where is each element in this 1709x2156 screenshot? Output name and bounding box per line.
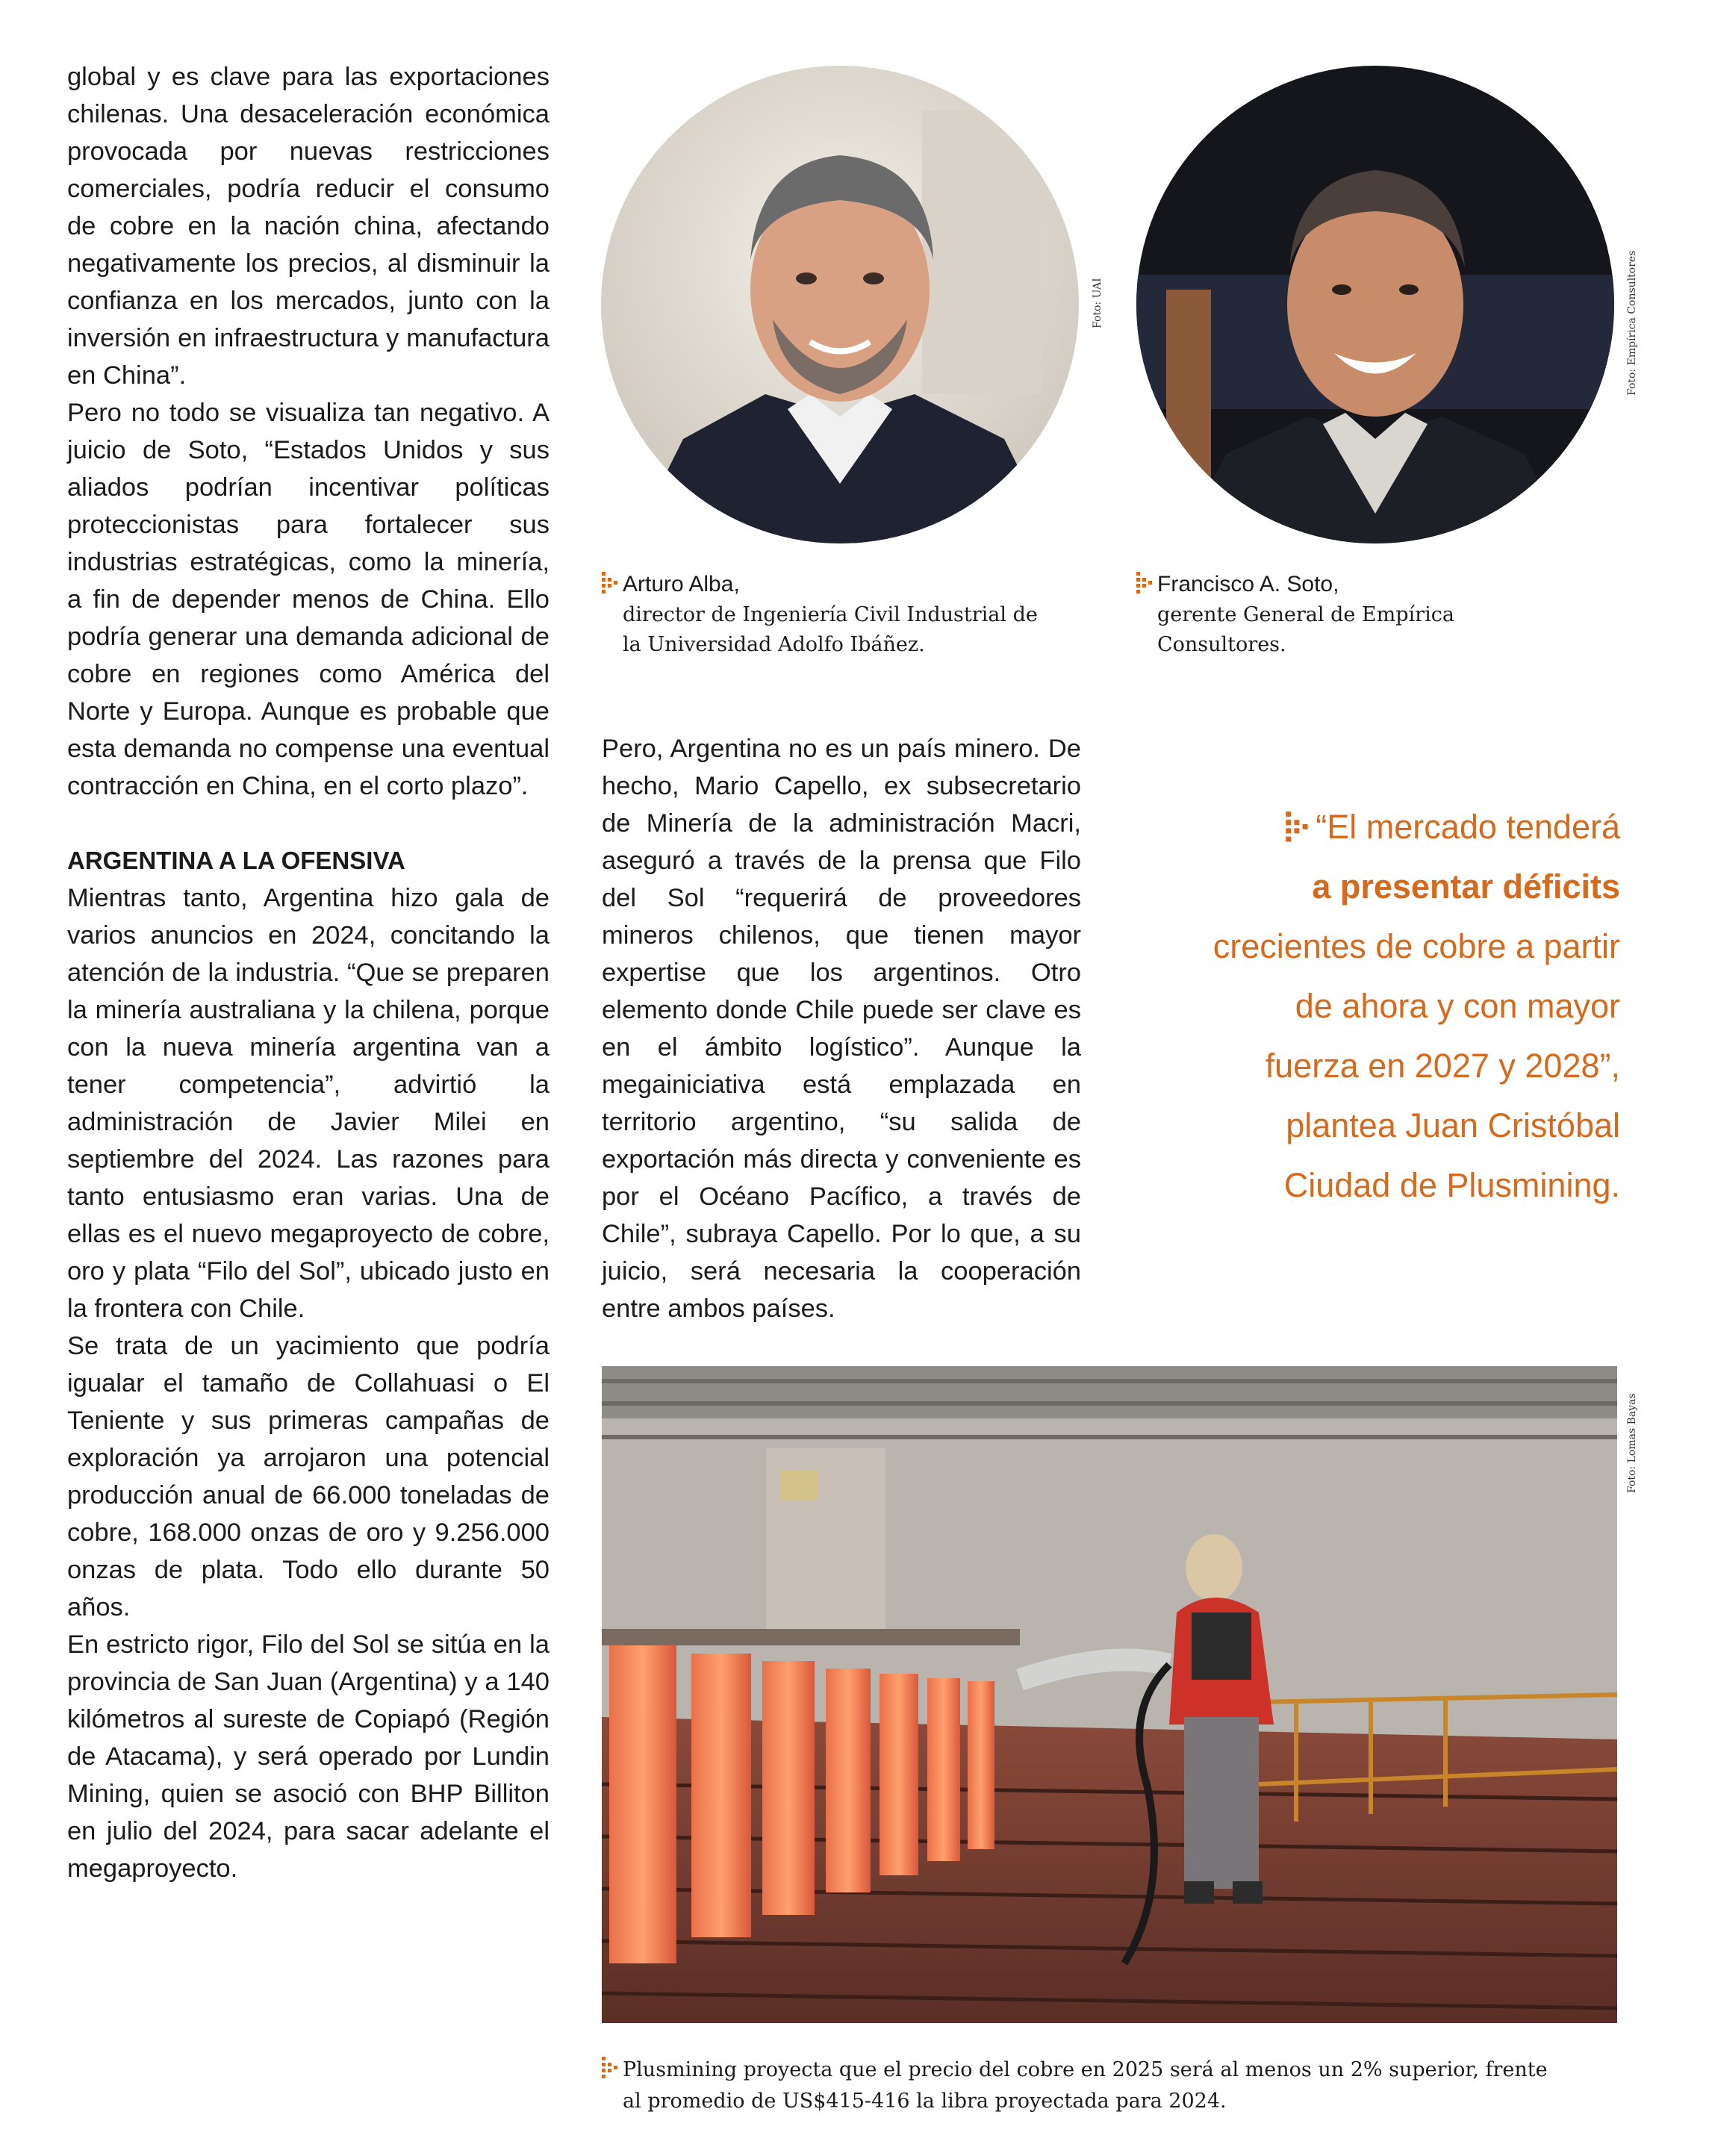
- quote-line-5: fuerza en 2027 y 2028”,: [1265, 1047, 1620, 1085]
- portrait-caption-2: [1136, 569, 1614, 660]
- left-column: [67, 58, 550, 1887]
- photo-credit-1: Foto: UAI: [1092, 278, 1103, 328]
- portrait-name-2: Francisco A. Soto,: [1157, 572, 1339, 596]
- portrait-image-1: [601, 66, 1079, 543]
- photo-credit-2: Foto: Empírica Consultores: [1626, 250, 1638, 396]
- quote-line-4: de ahora y con mayor: [1295, 987, 1620, 1025]
- section-heading: ARGENTINA A LA OFENSIVA: [67, 847, 405, 874]
- portrait-francisco-soto: [1136, 66, 1614, 543]
- photo-caption: [602, 2054, 1625, 2117]
- photo-credit-3: Foto: Lomas Bayas: [1626, 1393, 1638, 1493]
- orange-bullet-icon: [602, 2057, 620, 2079]
- quote-bullet-icon: [1286, 811, 1311, 843]
- orange-bullet-icon: [1136, 572, 1154, 594]
- quote-line-2: a presentar déficits: [1312, 867, 1620, 906]
- quote-line-7: Ciudad de Plusmining.: [1283, 1166, 1620, 1204]
- middle-paragraph-1: Pero, Argentina no es un país minero. De hecho, Mario Capello, ex subsecretario de Minería de la administración Macri, aseguró a través de la prensa que Filo del Sol “requerirá de proveedores mineros chilenos, que tienen mayor expertise que los argentinos. Otro elemento donde Chile puede ser clave es en el ámbito logístico”. Aunque la megainiciativa está emplazada en territorio argentino, “su salida de exportación más directa y conveniente es por el Océano Pacífico, a través de Chile”, subraya Capello. Por lo que, a su juicio, será necesaria la cooperación entre ambos países.: [602, 735, 1081, 1323]
- portrait-image-2: [1136, 66, 1614, 543]
- pull-quote: [1120, 797, 1620, 1215]
- left-paragraph-3: Mientras tanto, Argentina hizo gala de varios anuncios en 2024, concitando la atención de la industria. “Que se preparen la minería australiana y la chilena, porque con la nueva minería argentina van a tener competencia”, advirtió la administración de Javier Milei en septiembre del 2024. Las razones para tanto entusiasmo eran varias. Una de ellas es el nuevo megaproyecto de cobre, oro y plata “Filo del Sol”, ubicado justo en la frontera con Chile.: [67, 884, 550, 1323]
- left-paragraph-1: global y es clave para las exportaciones chilenas. Una desaceleración económica provocada por nuevas restricciones comerciales, podría reducir el consumo de cobre en la nación china, afectando negativamente los precios, al disminuir la confianza en los mercados, junto con la inversión en infraestructura y manufactura en China”.: [67, 63, 550, 390]
- portrait-role-2a: gerente General de Empírica: [1157, 603, 1454, 626]
- left-paragraph-2: Pero no todo se visualiza tan negativo. A juicio de Soto, “Estados Unidos y sus aliados podrían incentivar políticas proteccionistas para fortalecer sus industrias estratégicas, como la minería, a fin de depender menos de China. Ello podría generar una demanda adicional de cobre en regiones como América del Norte y Europa. Aunque es probable que esta demanda no compense una eventual contracción en China, en el corto plazo”.: [67, 399, 550, 800]
- photo-caption-line-1: Plusmining proyecta que el precio del cobre en 2025 será al menos un 2% superior, frente: [623, 2058, 1548, 2081]
- middle-column: [602, 730, 1081, 1327]
- left-paragraph-5: En estricto rigor, Filo del Sol se sitúa en la provincia de San Juan (Argentina) y a 140 kilómetros al sureste de Copiapó (Región de Atacama), y será operado por Lundin Mining, quien se asoció con BHP Billiton en julio del 2024, para sacar adelante el megaproyecto.: [67, 1630, 550, 1883]
- portrait-name-1: Arturo Alba,: [623, 572, 740, 596]
- left-paragraph-4: Se trata de un yacimiento que podría igualar el tamaño de Collahuasi o El Teniente y sus primeras campañas de exploración ya arrojaron una potencial producción anual de 66.000 toneladas de cobre, 168.000 onzas de oro y 9.256.000 onzas de plata. Todo ello durante 50 años.: [67, 1332, 550, 1621]
- copper-refinery-photo: [602, 1366, 1617, 2023]
- portrait-caption-1: [602, 569, 1095, 660]
- portrait-role-1b: la Universidad Adolfo Ibáñez.: [623, 633, 925, 656]
- portrait-role-1a: director de Ingeniería Civil Industrial de: [623, 603, 1038, 626]
- quote-line-3: crecientes de cobre a partir: [1213, 927, 1620, 965]
- orange-bullet-icon: [602, 572, 620, 594]
- portrait-arturo-alba: [601, 66, 1079, 543]
- quote-line-6: plantea Juan Cristóbal: [1286, 1106, 1620, 1144]
- photo-caption-line-2: al promedio de US$415-416 la libra proyectada para 2024.: [623, 2090, 1227, 2113]
- refinery-image: [602, 1366, 1617, 2023]
- quote-line-1: “El mercado tenderá: [1316, 808, 1620, 846]
- portrait-role-2b: Consultores.: [1157, 633, 1286, 656]
